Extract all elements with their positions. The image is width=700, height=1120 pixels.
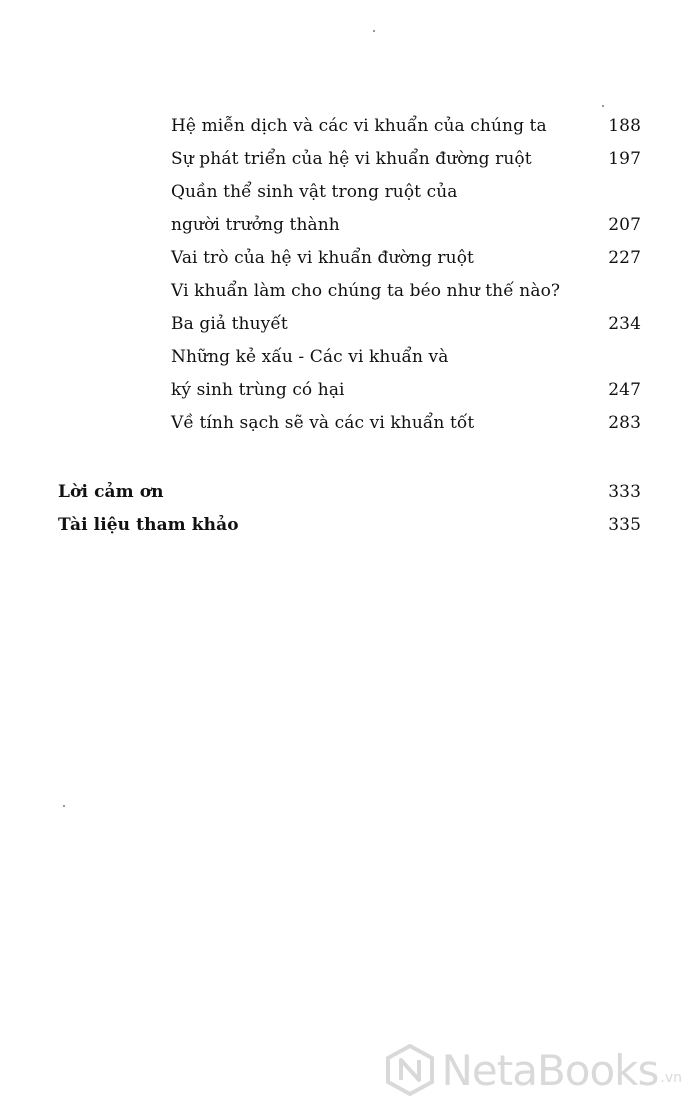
toc-main-entry-title: Lời cảm ơn [58,482,164,502]
toc-main-section-list [58,476,641,542]
scan-speck [602,105,604,107]
toc-entry-title: Sự phát triển của hệ vi khuẩn đường ruột [171,149,532,169]
toc-entry [171,374,641,407]
toc-entry [171,341,641,374]
toc-entry-title: Vi khuẩn làm cho chúng ta béo như thế nào? [171,281,561,301]
toc-entry-title: Những kẻ xấu - Các vi khuẩn và [171,347,449,367]
toc-entry [171,407,641,440]
toc-entry-page: 207 [608,215,641,235]
toc-entry [171,242,641,275]
scan-speck [373,30,375,32]
toc-entry-title: Ba giả thuyết [171,314,288,334]
watermark-suffix: .vn [660,1070,682,1086]
toc-entry-page: 197 [608,149,641,169]
toc-main-entry [58,509,641,542]
toc-entry [171,143,641,176]
toc-entry-page: 227 [608,248,641,268]
toc-entry-title: Vai trò của hệ vi khuẩn đường ruột [171,248,474,268]
toc-main-entry-title: Tài liệu tham khảo [58,515,239,535]
toc-entry [171,176,641,209]
netabooks-logo-icon [384,1044,436,1096]
toc-subsection-list [171,110,641,440]
toc-entry [171,209,641,242]
toc-main-entry [58,476,641,509]
toc-entry-title: Quần thể sinh vật trong ruột của [171,182,458,202]
scan-speck [63,805,65,807]
toc-entry-page: 247 [608,380,641,400]
toc-entry-title: ký sinh trùng có hại [171,380,345,400]
toc-main-entry-page: 335 [608,515,641,535]
watermark-text: NetaBooks [441,1045,659,1095]
toc-entry-page: 283 [608,413,641,433]
toc-entry [171,110,641,143]
toc-entry-title: Hệ miễn dịch và các vi khuẩn của chúng ta [171,116,547,136]
toc-main-entry-page: 333 [608,482,641,502]
toc-entry [171,275,641,308]
toc-entry-title: Về tính sạch sẽ và các vi khuẩn tốt [171,413,475,433]
watermark [384,1044,682,1096]
toc-entry-title: người trưởng thành [171,215,340,235]
toc-entry-page: 188 [608,116,641,136]
toc-entry-page: 234 [608,314,641,334]
toc-entry [171,308,641,341]
